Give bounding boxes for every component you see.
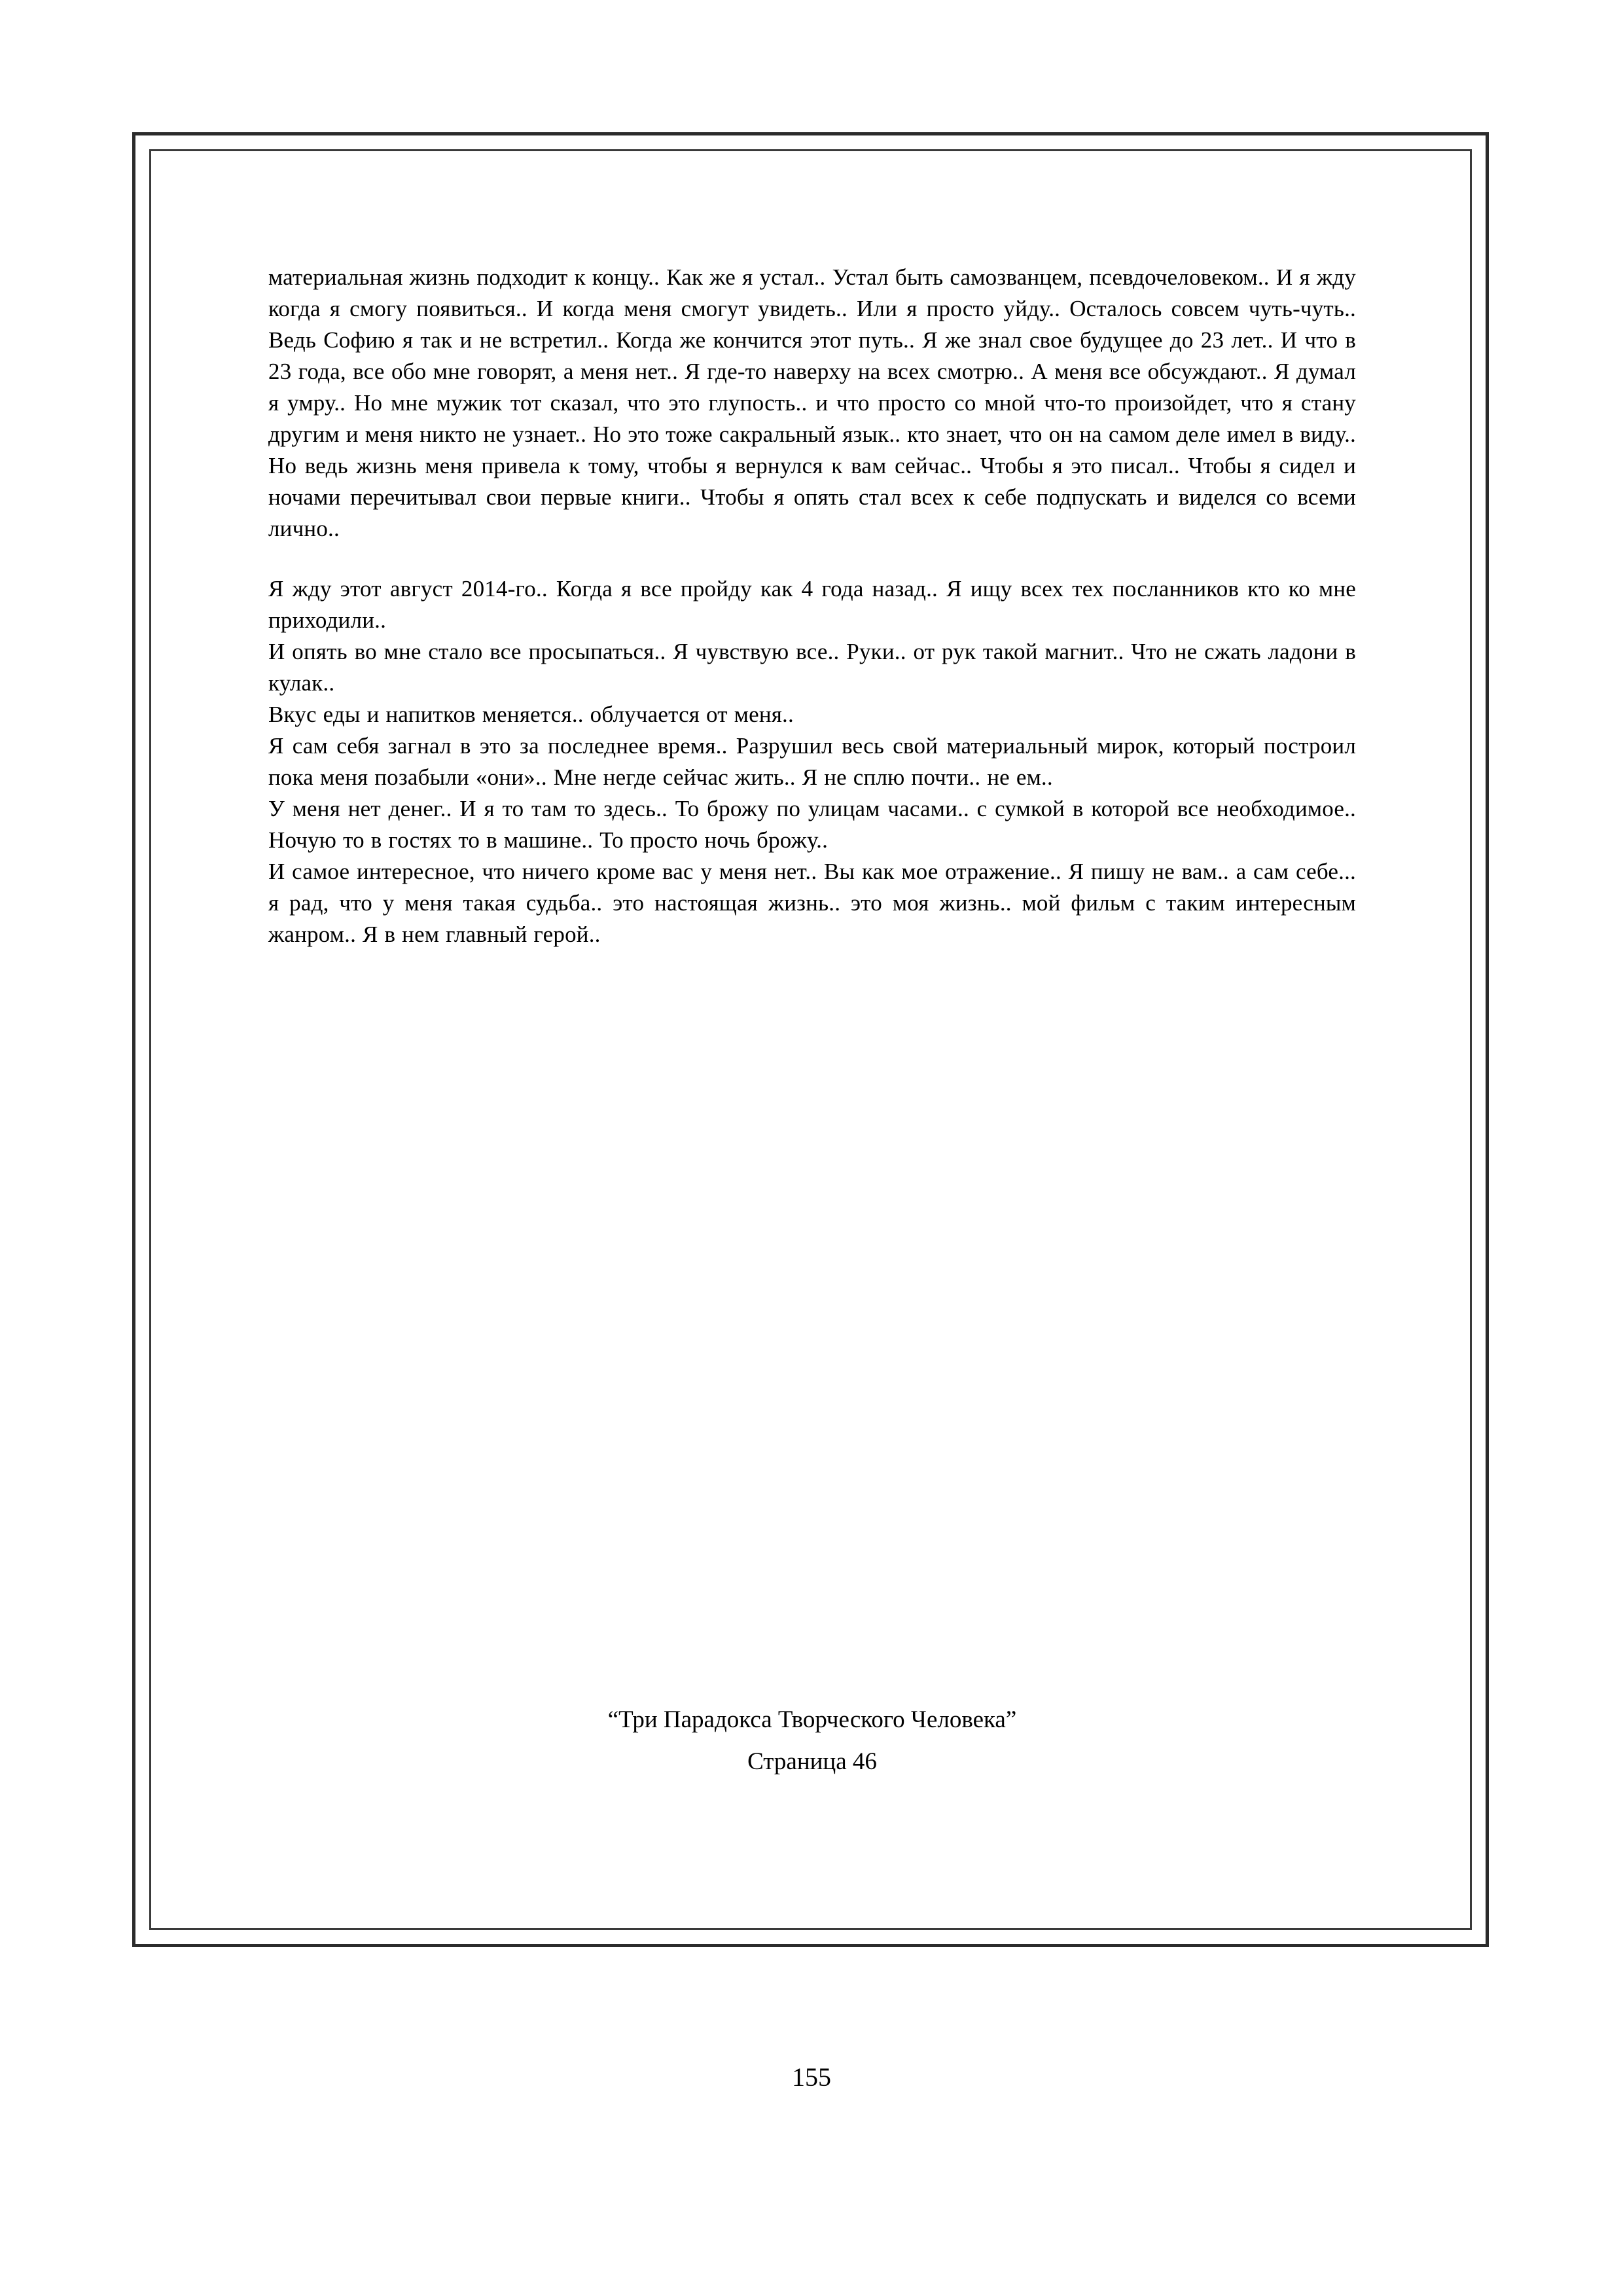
body-paragraph-3: И опять во мне стало все просыпаться.. Я чувствую все.. Руки.. от рук такой магнит.. Что не сжать ладони в кулак.. <box>268 639 1356 696</box>
signature-block <box>268 1702 1356 1780</box>
body-paragraph-6: У меня нет денег.. И я то там то здесь.. То брожу по улицам часами.. с сумкой в которой все необходимое.. Ночую то в гостях то в машине.. То просто ночь брожу.. <box>268 796 1356 853</box>
body-paragraph-4: Вкус еды и напитков меняется.. облучается от меня.. <box>268 702 794 727</box>
body-paragraph-5: Я сам себя загнал в это за последнее время.. Разрушил весь свой материальный мирок, который построил пока меня позабыли «они».. Мне негде сейчас жить.. Я не сплю почти.. не ем.. <box>268 733 1356 790</box>
body-paragraph-1: материальная жизнь подходит к концу.. Как же я устал.. Устал быть самозванцем, псевдочеловеком.. И я жду когда я смогу появиться.. И когда меня смогут увидеть.. Или я просто уйду.. Осталось совсем чуть-чуть.. Ведь Софию я так и не встретил.. Когда же кончится этот путь.. Я же знал свое будущее до 23 лет.. И что в 23 года, все обо мне говорят, а меня нет.. Я где-то наверху на всех смотрю.. А меня все обсуждают.. Я думал я умру.. Но мне мужик тот сказал, что это глупость.. и что просто со мной что-то произойдет, что я стану другим и меня никто не узнает.. Но это тоже сакральный язык.. кто знает, что он на самом деле имел в виду.. Но ведь жизнь меня привела к тому, чтобы я вернулся к вам сейчас.. Чтобы я это писал.. Чтобы я сидел и ночами перечитывал свои первые книги.. Чтобы я опять стал всех к себе подпускать и виделся со всеми лично.. <box>268 264 1356 541</box>
body-paragraph-2: Я жду этот август 2014-го.. Когда я все пройду как 4 года назад.. Я ищу всех тех посланников кто ко мне приходили.. <box>268 576 1356 633</box>
book-page-label: Страница 46 <box>747 1748 877 1775</box>
body-paragraph-7: И самое интересное, что ничего кроме вас у меня нет.. Вы как мое отражение.. Я пишу не вам.. а сам себе... я рад, что у меня такая судьба.. это настоящая жизнь.. это моя жизнь.. мой фильм с таким интересным жанром.. Я в нем главный герой.. <box>268 859 1356 947</box>
page-number: 155 <box>792 2062 831 2092</box>
book-title: “Три Парадокса Творческого Человека” <box>607 1706 1017 1733</box>
page-body <box>268 262 1356 950</box>
